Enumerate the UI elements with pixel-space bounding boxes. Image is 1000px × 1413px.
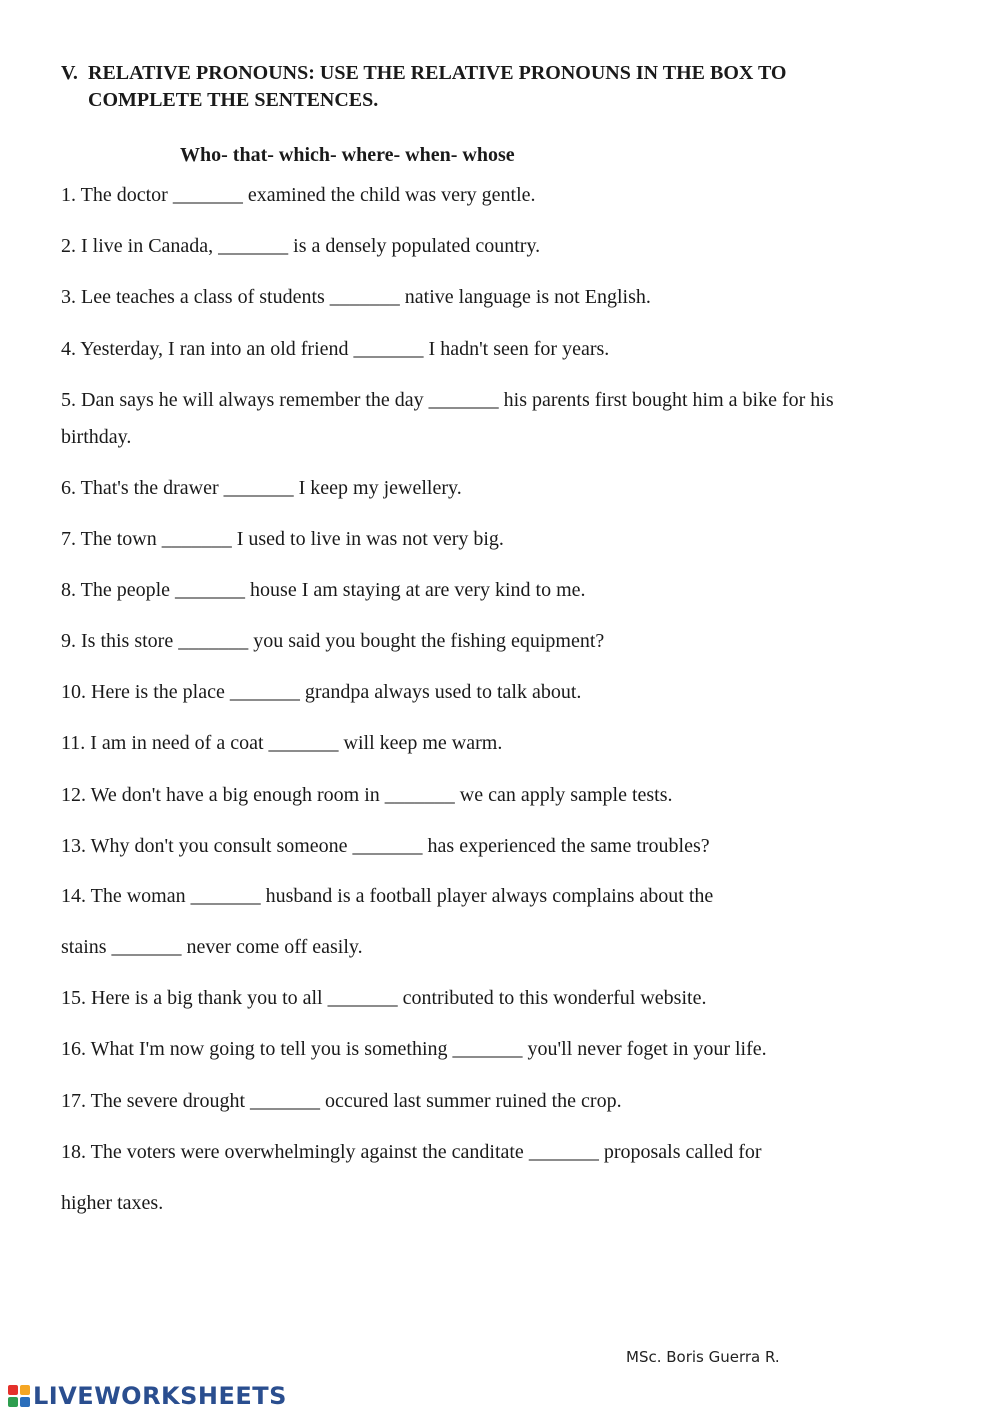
author-credit: MSc. Boris Guerra R. (626, 1348, 780, 1366)
sentence-5-continued: birthday. (61, 426, 132, 448)
sentence-3: 3. Lee teaches a class of students _______ native language is not English. (61, 286, 651, 308)
sentence-18: 18. The voters were overwhelmingly against the canditate _______ proposals called for (61, 1141, 762, 1163)
sentence-9: 9. Is this store _______ you said you bought the fishing equipment? (61, 630, 605, 652)
sentence-7: 7. The town _______ I used to live in was not very big. (61, 528, 504, 550)
sentence-13: 13. Why don't you consult someone _______ has experienced the same troubles? (61, 835, 710, 857)
exercise-heading (61, 60, 921, 114)
sentence-12: 12. We don't have a big enough room in _______ we can apply sample tests. (61, 784, 673, 806)
exercise-title-line2: COMPLETE THE SENTENCES. (88, 89, 379, 111)
sentence-1: 1. The doctor _______ examined the child was very gentle. (61, 184, 536, 206)
sentence-10: 10. Here is the place _______ grandpa always used to talk about. (61, 681, 582, 703)
logo-square-orange (20, 1385, 30, 1395)
logo-square-red (8, 1385, 18, 1395)
sentence-16: 16. What I'm now going to tell you is something _______ you'll never foget in your life. (61, 1038, 767, 1060)
liveworksheets-logo[interactable] (8, 1380, 287, 1412)
logo-icon (8, 1385, 30, 1407)
logo-square-blue (20, 1397, 30, 1407)
sentence-11: 11. I am in need of a coat _______ will keep me warm. (61, 732, 503, 754)
logo-text: LIVEWORKSHEETS (33, 1382, 287, 1410)
sentence-4: 4. Yesterday, I ran into an old friend _______ I hadn't seen for years. (61, 338, 610, 360)
sentence-8: 8. The people _______ house I am staying at are very kind to me. (61, 579, 586, 601)
exercise-title-line1: RELATIVE PRONOUNS: USE THE RELATIVE PRONOUNS IN THE BOX TO (88, 62, 787, 84)
sentence-15: 15. Here is a big thank you to all _______ contributed to this wonderful website. (61, 987, 707, 1009)
sentence-14-continued: stains _______ never come off easily. (61, 936, 363, 958)
sentence-2: 2. I live in Canada, _______ is a densely populated country. (61, 235, 541, 257)
sentence-17: 17. The severe drought _______ occured last summer ruined the crop. (61, 1090, 622, 1112)
sentence-14: 14. The woman _______ husband is a football player always complains about the (61, 885, 714, 907)
sentence-5: 5. Dan says he will always remember the day _______ his parents first bought him a bike for his (61, 389, 834, 411)
sentence-6: 6. That's the drawer _______ I keep my jewellery. (61, 477, 462, 499)
word-box: Who- that- which- where- when- whose (180, 144, 515, 166)
sentence-18-continued: higher taxes. (61, 1192, 164, 1214)
exercise-number: V. (61, 62, 78, 84)
logo-square-green (8, 1397, 18, 1407)
